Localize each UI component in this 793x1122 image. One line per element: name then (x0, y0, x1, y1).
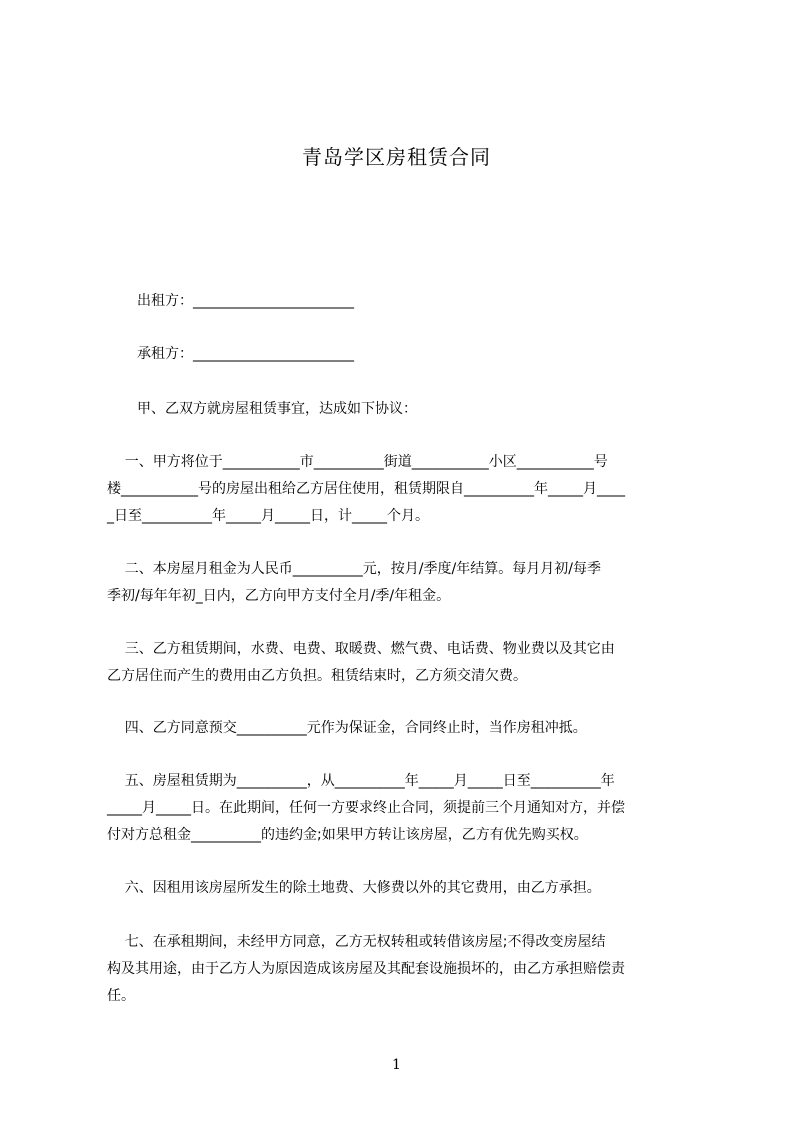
document-title: 青岛学区房租赁合同 (302, 145, 491, 169)
clause-line: 五、房屋租赁期为__________，从__________年_____月_____日至__________年 (107, 773, 615, 789)
clause-line: 构及其用途，由于乙方人为原因造成该房屋及其配套设施损坏的，由乙方承担赔偿责 (107, 961, 625, 977)
clause-line: 七、在承租期间，未经甲方同意，乙方无权转租或转借该房屋;不得改变房屋结 (107, 934, 606, 950)
clause-line: 六、因租用该房屋所发生的除土地费、大修费以外的其它费用，由乙方承担。 (107, 880, 601, 896)
clause-line: _日至__________年_____月_____日，计_____个月。 (107, 508, 429, 524)
lessor-line: 出租方：_______________________ (137, 293, 354, 309)
clause-line: 付对方总租金__________的违约金;如果甲方转让该房屋，乙方有优先购买权。 (107, 827, 588, 843)
clause-line: 乙方居住而产生的费用由乙方负担。租赁结束时，乙方须交清欠费。 (107, 668, 527, 684)
lessee-line: 承租方：_______________________ (137, 346, 354, 362)
intro-line: 甲、乙双方就房屋租赁事宜，达成如下协议： (137, 401, 417, 417)
clause-line: 任。 (107, 988, 135, 1004)
clause-line: 二、本房屋月租金为人民币__________元，按月/季度/年结算。每月月初/每季 (107, 561, 601, 577)
clause-line: 四、乙方同意预交__________元作为保证金，合同终止时，当作房租冲抵。 (107, 720, 587, 736)
page-number: 1 (392, 1057, 401, 1073)
clause-line: 一、甲方将位于___________市__________街道___________小区___________号 (107, 454, 608, 470)
clause-line: _____月_____日。在此期间，任何一方要求终止合同，须提前三个月通知对方，并偿 (107, 800, 625, 816)
clause-line: 三、乙方租赁期间，水费、电费、取暖费、燃气费、电话费、物业费以及其它由 (107, 641, 615, 657)
clause-line: 楼___________号的房屋出租给乙方居住使用，租赁期限自__________年_____月____ (107, 481, 625, 497)
clause-line: 季初/每年年初_日内，乙方向甲方支付全月/季/年租金。 (107, 588, 451, 604)
